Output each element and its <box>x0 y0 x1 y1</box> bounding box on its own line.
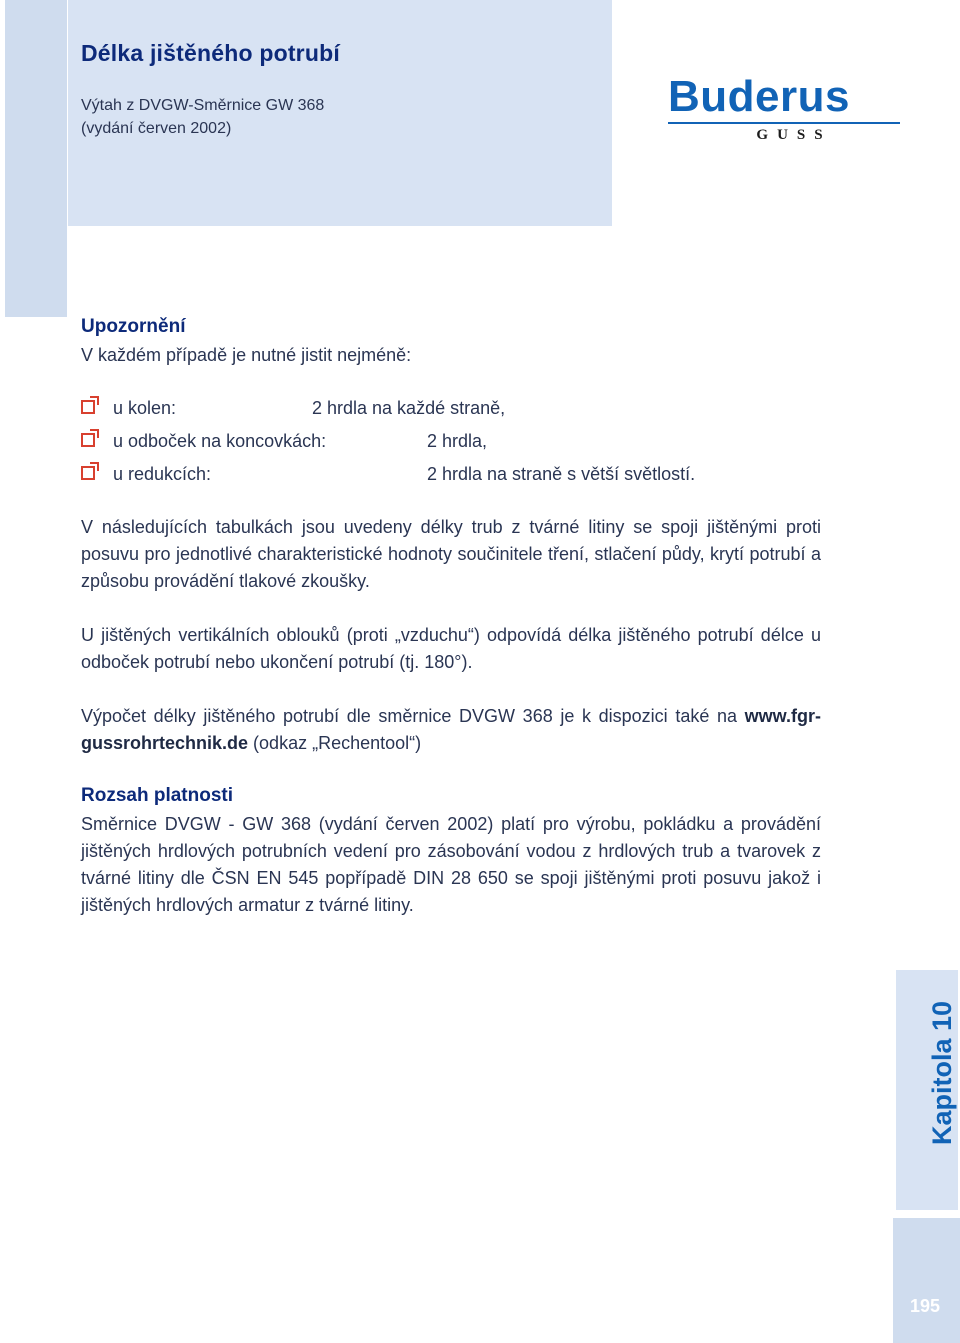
checkbox-bullet-icon <box>81 433 95 447</box>
chapter-label: Kapitola 10 <box>927 1000 957 1145</box>
page-number-box <box>893 1218 960 1343</box>
list-item-value: 2 hrdla na každé straně, <box>312 398 506 418</box>
list-item-label: u odboček na koncovkách: <box>113 431 327 451</box>
checkbox-bullet-icon <box>81 466 95 480</box>
page-subtitle <box>81 94 324 140</box>
scope-heading: Rozsah platnosti <box>81 785 234 806</box>
calculator-text: Výpočet délky jištěného potrubí dle směrnice DVGW 368 je k dispozici také na <box>81 706 738 726</box>
logo-wordmark: Buderus <box>668 72 850 121</box>
subtitle-line-2: (vydání červen 2002) <box>81 120 232 137</box>
calculator-link-note: (odkaz „Rechentool“) <box>248 733 422 753</box>
warning-heading: Upozornění <box>81 316 186 337</box>
paragraph-vertical-bends: U jištěných vertikálních oblouků (proti „vzduchu“) odpovídá délka jištěného potrubí délce u odboček potrubí nebo ukončení potrubí (tj. 180°). <box>81 625 821 672</box>
subtitle-line-1: Výtah z DVGW-Směrnice GW 368 <box>81 97 325 114</box>
checkbox-bullet-icon <box>81 400 95 414</box>
paragraph-calculator <box>81 703 821 757</box>
list-item-label: u kolen: <box>113 398 177 418</box>
logo-rule <box>668 122 900 124</box>
page-number: 195 <box>909 1296 941 1316</box>
paragraph-tables-intro: V následujících tabulkách jsou uvedeny délky trub z tvárné litiny se spoji jištěnými proti posuvu pro jednotlivé charakteristické hodnoty součinitele tření, stlačení půdy, krytí potrubí a způsobu provádění tlakové zkoušky. <box>81 517 821 591</box>
list-item-value: 2 hrdla na straně s větší světlostí. <box>427 464 696 484</box>
calculator-link[interactable]: www.fgr-gussrohrtechnik.de <box>81 706 821 753</box>
page-title: Délka jištěného potrubí <box>81 40 340 66</box>
buderus-logo <box>668 74 900 144</box>
list-item-label: u redukcích: <box>113 464 212 484</box>
warning-intro: V každém případě je nutné jistit nejméně: <box>81 345 412 365</box>
scope-paragraph: Směrnice DVGW - GW 368 (vydání červen 2002) platí pro výrobu, pokládku a provádění jištěných hrdlových potrubních vedení pro zásobování vodou z hrdlových trub a tvarovek z tvárné litiny dle ČSN EN 545 popřípadě DIN 28 650 se spoji jištěnými proti posuvu jakož i jištěných hrdlových armatur z tvárné litiny. <box>81 814 821 915</box>
list-item-value: 2 hrdla, <box>427 431 488 451</box>
logo-subtitle: GUSS <box>756 127 832 143</box>
left-decor-band <box>5 0 67 317</box>
